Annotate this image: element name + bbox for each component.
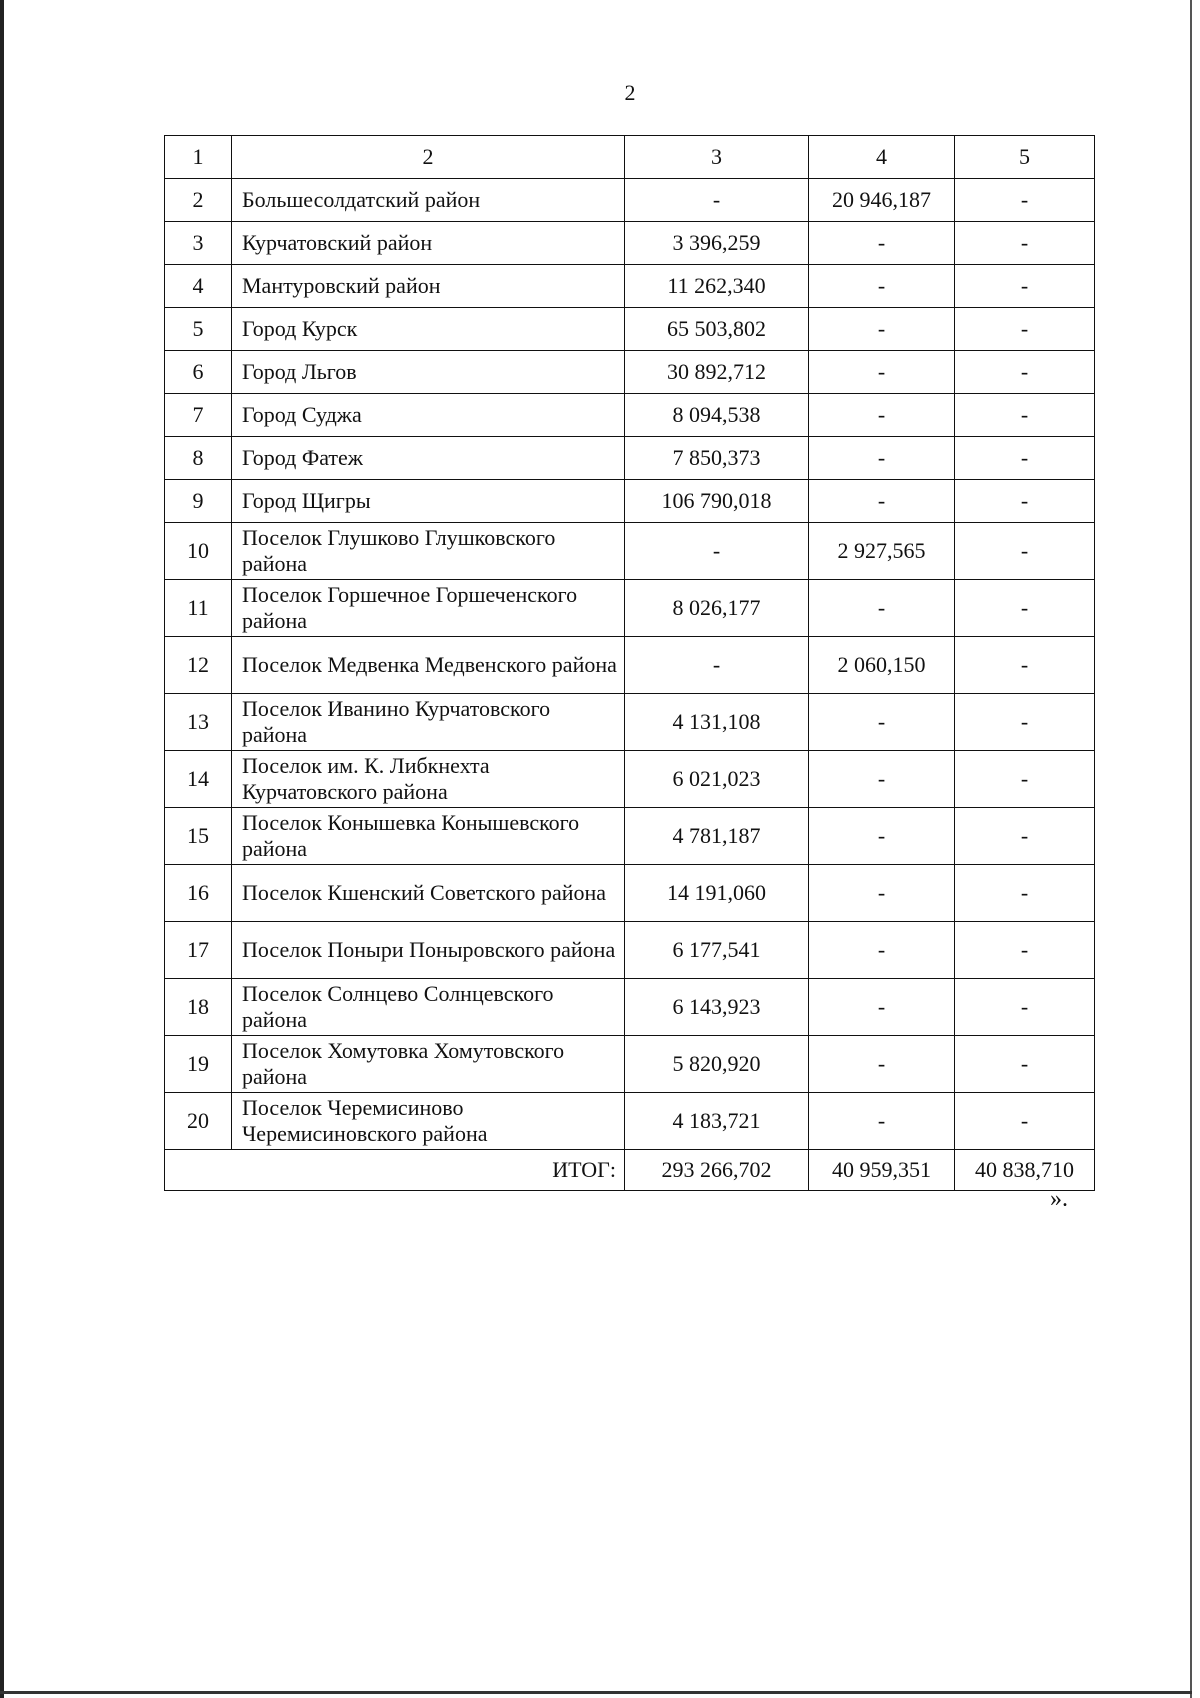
value-col4-cell: - <box>809 394 955 437</box>
value-col3-cell: 3 396,259 <box>625 222 809 265</box>
value-col3-cell: 4 183,721 <box>625 1093 809 1150</box>
value-col5-cell: - <box>955 865 1095 922</box>
municipality-name-cell: Поселок Черемисиново Черемисиновского района <box>232 1093 625 1150</box>
municipality-name-cell: Поселок Кшенский Советского района <box>232 865 625 922</box>
value-col3-cell: - <box>625 637 809 694</box>
header-cell-4: 4 <box>809 136 955 179</box>
table-row <box>165 694 1095 751</box>
table-row <box>165 808 1095 865</box>
value-col4-cell: - <box>809 808 955 865</box>
municipality-name-cell: Город Суджа <box>232 394 625 437</box>
row-number-cell: 15 <box>165 808 232 865</box>
row-number-cell: 7 <box>165 394 232 437</box>
value-col3-cell: 6 021,023 <box>625 751 809 808</box>
value-col3-cell: 6 177,541 <box>625 922 809 979</box>
value-col3-cell: 8 094,538 <box>625 394 809 437</box>
value-col5-cell: - <box>955 979 1095 1036</box>
value-col4-cell: - <box>809 308 955 351</box>
value-col3-cell: 8 026,177 <box>625 580 809 637</box>
value-col5-cell: - <box>955 637 1095 694</box>
table-row <box>165 580 1095 637</box>
row-number-cell: 11 <box>165 580 232 637</box>
value-col4-cell: - <box>809 265 955 308</box>
value-col4-cell: 2 927,565 <box>809 523 955 580</box>
scan-edge-bottom <box>0 1691 1192 1694</box>
municipality-name-cell: Город Фатеж <box>232 437 625 480</box>
row-number-cell: 18 <box>165 979 232 1036</box>
table-header-row <box>165 136 1095 179</box>
value-col4-cell: 2 060,150 <box>809 637 955 694</box>
row-number-cell: 20 <box>165 1093 232 1150</box>
table-row <box>165 179 1095 222</box>
table-row <box>165 394 1095 437</box>
row-number-cell: 13 <box>165 694 232 751</box>
table-row <box>165 351 1095 394</box>
total-row <box>165 1150 1095 1191</box>
municipality-name-cell: Большесолдатский район <box>232 179 625 222</box>
table-row <box>165 437 1095 480</box>
municipality-name-cell: Поселок им. К. Либкнехта Курчатовского района <box>232 751 625 808</box>
value-col5-cell: - <box>955 222 1095 265</box>
municipality-name-cell: Поселок Глушково Глушковского района <box>232 523 625 580</box>
municipality-name-cell: Город Курск <box>232 308 625 351</box>
municipality-name-cell: Город Льгов <box>232 351 625 394</box>
value-col4-cell: - <box>809 480 955 523</box>
municipality-name-cell: Поселок Иванино Курчатовского района <box>232 694 625 751</box>
value-col3-cell: 65 503,802 <box>625 308 809 351</box>
value-col4-cell: - <box>809 694 955 751</box>
value-col5-cell: - <box>955 1036 1095 1093</box>
value-col3-cell: 4 131,108 <box>625 694 809 751</box>
table-row <box>165 480 1095 523</box>
value-col4-cell: - <box>809 922 955 979</box>
row-number-cell: 14 <box>165 751 232 808</box>
value-col4-cell: - <box>809 437 955 480</box>
value-col3-cell: - <box>625 179 809 222</box>
row-number-cell: 16 <box>165 865 232 922</box>
table-row <box>165 922 1095 979</box>
row-number-cell: 17 <box>165 922 232 979</box>
header-cell-1: 1 <box>165 136 232 179</box>
total-col3: 293 266,702 <box>625 1150 809 1191</box>
municipality-name-cell: Поселок Медвенка Медвенского района <box>232 637 625 694</box>
value-col5-cell: - <box>955 580 1095 637</box>
value-col5-cell: - <box>955 808 1095 865</box>
municipality-name-cell: Поселок Конышевка Конышевского района <box>232 808 625 865</box>
row-number-cell: 9 <box>165 480 232 523</box>
total-col4: 40 959,351 <box>809 1150 955 1191</box>
total-label: ИТОГ: <box>165 1150 625 1191</box>
value-col5-cell: - <box>955 751 1095 808</box>
municipality-name-cell: Мантуровский район <box>232 265 625 308</box>
header-cell-2: 2 <box>232 136 625 179</box>
municipality-name-cell: Поселок Поныри Поныровского района <box>232 922 625 979</box>
value-col3-cell: 4 781,187 <box>625 808 809 865</box>
value-col4-cell: - <box>809 979 955 1036</box>
value-col5-cell: - <box>955 351 1095 394</box>
table-row <box>165 265 1095 308</box>
row-number-cell: 12 <box>165 637 232 694</box>
table-row <box>165 865 1095 922</box>
row-number-cell: 8 <box>165 437 232 480</box>
table-row <box>165 637 1095 694</box>
header-cell-5: 5 <box>955 136 1095 179</box>
table-row <box>165 1036 1095 1093</box>
table-row <box>165 308 1095 351</box>
value-col4-cell: - <box>809 865 955 922</box>
value-col5-cell: - <box>955 308 1095 351</box>
row-number-cell: 2 <box>165 179 232 222</box>
value-col3-cell: 14 191,060 <box>625 865 809 922</box>
row-number-cell: 10 <box>165 523 232 580</box>
value-col4-cell: - <box>809 351 955 394</box>
value-col5-cell: - <box>955 480 1095 523</box>
value-col4-cell: 20 946,187 <box>809 179 955 222</box>
row-number-cell: 4 <box>165 265 232 308</box>
value-col3-cell: 11 262,340 <box>625 265 809 308</box>
value-col5-cell: - <box>955 1093 1095 1150</box>
row-number-cell: 19 <box>165 1036 232 1093</box>
row-number-cell: 6 <box>165 351 232 394</box>
row-number-cell: 5 <box>165 308 232 351</box>
data-table <box>164 135 1095 1191</box>
value-col4-cell: - <box>809 580 955 637</box>
table-row <box>165 751 1095 808</box>
municipality-name-cell: Поселок Хомутовка Хомутовского района <box>232 1036 625 1093</box>
value-col4-cell: - <box>809 751 955 808</box>
scan-edge-right <box>1190 0 1192 1698</box>
value-col5-cell: - <box>955 437 1095 480</box>
value-col3-cell: 30 892,712 <box>625 351 809 394</box>
table-body <box>165 136 1095 1191</box>
municipality-name-cell: Поселок Солнцево Солнцевского района <box>232 979 625 1036</box>
scan-edge-left <box>0 0 4 1698</box>
table-row <box>165 222 1095 265</box>
value-col5-cell: - <box>955 523 1095 580</box>
municipality-name-cell: Город Щигры <box>232 480 625 523</box>
closing-quote-mark: ». <box>1050 1186 1068 1212</box>
value-col4-cell: - <box>809 1093 955 1150</box>
total-col5: 40 838,710 <box>955 1150 1095 1191</box>
value-col5-cell: - <box>955 694 1095 751</box>
value-col5-cell: - <box>955 922 1095 979</box>
page-number: 2 <box>624 80 636 105</box>
value-col3-cell: 5 820,920 <box>625 1036 809 1093</box>
table-row <box>165 979 1095 1036</box>
value-col5-cell: - <box>955 394 1095 437</box>
municipality-name-cell: Курчатовский район <box>232 222 625 265</box>
header-cell-3: 3 <box>625 136 809 179</box>
value-col4-cell: - <box>809 1036 955 1093</box>
value-col5-cell: - <box>955 179 1095 222</box>
table-row <box>165 523 1095 580</box>
row-number-cell: 3 <box>165 222 232 265</box>
value-col4-cell: - <box>809 222 955 265</box>
value-col5-cell: - <box>955 265 1095 308</box>
municipality-name-cell: Поселок Горшечное Горшеченского района <box>232 580 625 637</box>
value-col3-cell: 7 850,373 <box>625 437 809 480</box>
value-col3-cell: - <box>625 523 809 580</box>
value-col3-cell: 106 790,018 <box>625 480 809 523</box>
value-col3-cell: 6 143,923 <box>625 979 809 1036</box>
table-row <box>165 1093 1095 1150</box>
